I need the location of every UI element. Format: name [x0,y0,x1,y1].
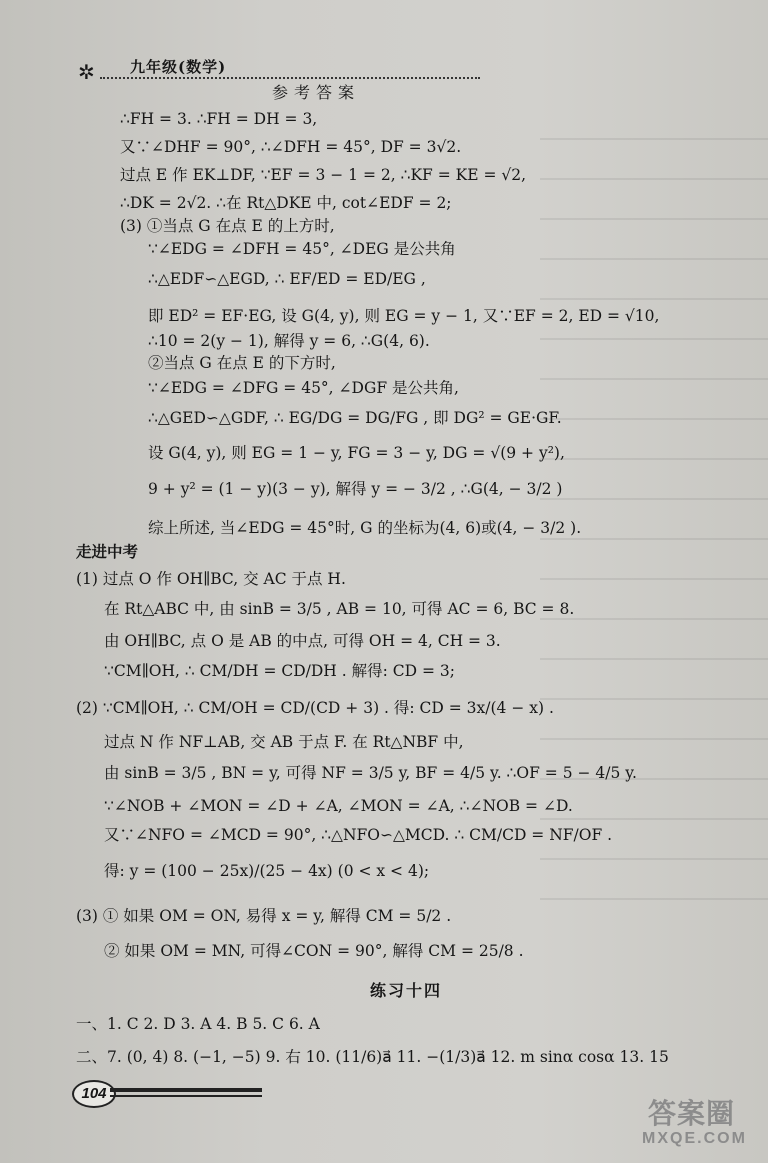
section-heading: 走进中考 [76,542,139,561]
solution-line: ∵∠NOB + ∠MON = ∠D + ∠A, ∠MON = ∠A, ∴∠NOB = ∠D. [104,797,573,815]
solution-line: 过点 N 作 NF⊥AB, 交 AB 于点 F. 在 Rt△NBF 中, [104,733,464,751]
solution-line: 在 Rt△ABC 中, 由 sinB = 3/5 , AB = 10, 可得 AC = 6, BC = 8. [104,600,575,618]
solution-line: 又∵∠DHF = 90°, ∴∠DFH = 45°, DF = 3√2. [120,138,462,156]
solution-line: 一、1. C 2. D 3. A 4. B 5. C 6. A [76,1015,320,1033]
solution-line: ∴10 = 2(y − 1), 解得 y = 6, ∴G(4, 6). [148,332,430,350]
page-number-badge: 104 [72,1080,116,1108]
footer-rule-thin [110,1095,262,1097]
solution-line: ∵∠EDG = ∠DFH = 45°, ∠DEG 是公共角 [148,240,456,258]
solution-line: 9 + y² = (1 − y)(3 − y), 解得 y = − 3/2 , ∴G(4, − 3/2 ) [148,480,563,498]
solution-line: 设 G(4, y), 则 EG = 1 − y, FG = 3 − y, DG = √(9 + y²), [148,444,565,462]
solution-line: (2) ∵CM∥OH, ∴ CM/OH = CD/(CD + 3) . 得: CD = 3x/(4 − x) . [76,699,554,717]
solution-line: (3) ①当点 G 在点 E 的上方时, [120,217,335,235]
solution-line: 得: y = (100 − 25x)/(25 − 4x) (0 < x < 4); [104,862,430,880]
solution-line: (3) ① 如果 OM = ON, 易得 x = y, 解得 CM = 5/2 . [76,907,452,925]
solution-line: ∴DK = 2√2. ∴在 Rt△DKE 中, cot∠EDF = 2; [120,194,452,212]
grade-subject-label: 九年级(数学) [130,58,227,76]
flower-icon: ✲ [78,60,95,84]
answers-title: 参考答案 [272,83,361,102]
solution-line: ∵∠EDG = ∠DFG = 45°, ∠DGF 是公共角, [148,379,459,397]
site-watermark-logo [640,1092,758,1154]
solution-line: ∵CM∥OH, ∴ CM/DH = CD/DH . 解得: CD = 3; [104,662,455,680]
solution-line: 又∵∠NFO = ∠MCD = 90°, ∴△NFO∽△MCD. ∴ CM/CD = NF/OF . [104,826,613,844]
solution-line: 即 ED² = EF·EG, 设 G(4, y), 则 EG = y − 1, 又∵EF = 2, ED = √10, [148,307,660,325]
solution-line: 由 OH∥BC, 点 O 是 AB 的中点, 可得 OH = 4, CH = 3. [104,632,501,650]
solution-line: 由 sinB = 3/5 , BN = y, 可得 NF = 3/5 y, BF = 4/5 y. ∴OF = 5 − 4/5 y. [104,764,637,782]
solution-line: 过点 E 作 EK⊥DF, ∵EF = 3 − 1 = 2, ∴KF = KE = √2, [120,166,527,184]
solution-line: 综上所述, 当∠EDG = 45°时, G 的坐标为(4, 6)或(4, − 3/2 ). [148,519,582,537]
solution-line: ∴△EDF∽△EGD, ∴ EF/ED = ED/EG , [148,270,426,288]
solution-line: (1) 过点 O 作 OH∥BC, 交 AC 于点 H. [76,570,346,588]
watermark-title: 答案圈 [648,1098,736,1129]
solution-line: ∴FH = 3. ∴FH = DH = 3, [120,110,318,128]
solution-line: ② 如果 OM = MN, 可得∠CON = 90°, 解得 CM = 25/8 . [104,942,524,960]
exercise-section-title: 练习十四 [370,981,443,1000]
solution-line: ∴△GED∽△GDF, ∴ EG/DG = DG/FG , 即 DG² = GE·GF. [148,409,562,427]
footer-rule [110,1088,262,1092]
watermark-url: MXQE.COM [642,1130,747,1147]
solution-line: 二、7. (0, 4) 8. (−1, −5) 9. 右 10. (11/6)a⃗ 11. −(1/3)a⃗ 12. m sinα cosα 13. 15 [76,1048,669,1066]
solution-line: ②当点 G 在点 E 的下方时, [148,354,336,372]
